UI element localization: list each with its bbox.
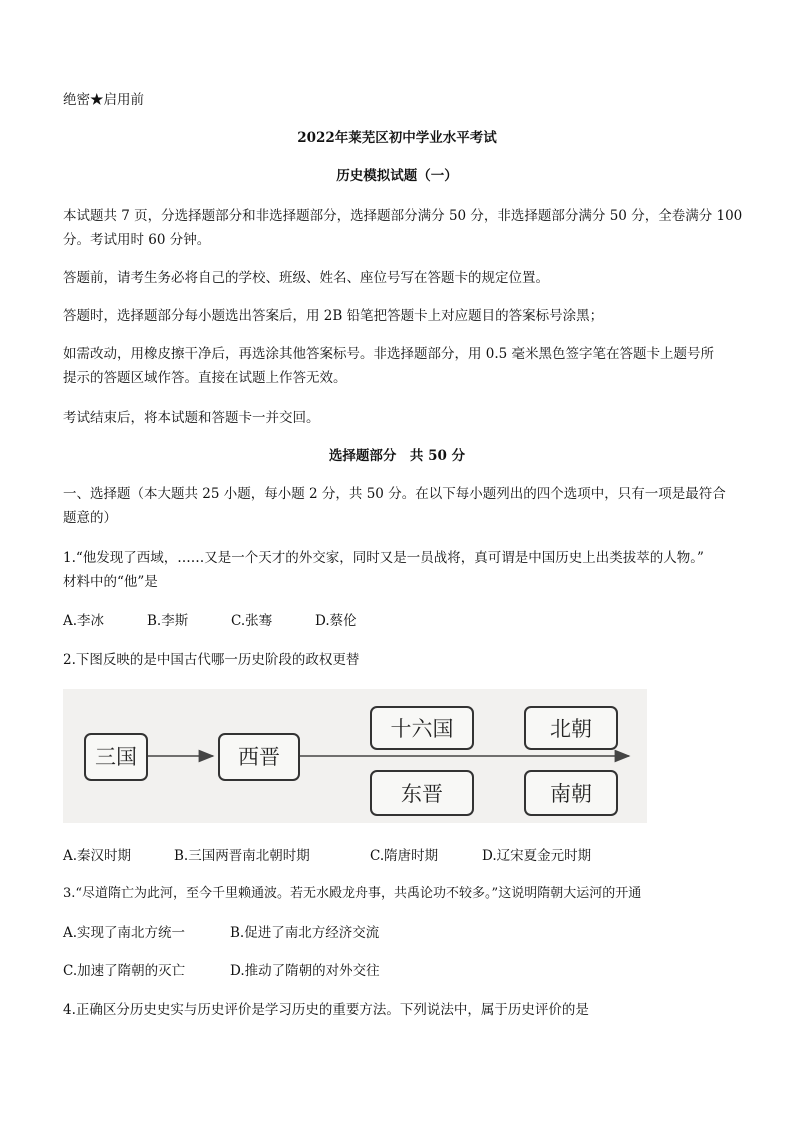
question-2-stem: 2.下图反映的是中国古代哪一历史阶段的政权更替: [63, 652, 360, 668]
node-shiliuguo: 十六国: [390, 717, 454, 741]
instruction-line: 提示的答题区域作答。直接在试题上作答无效。: [63, 370, 347, 386]
section-intro: 题意的）: [63, 510, 117, 526]
question-1-option-b: B.李斯: [147, 613, 189, 629]
node-dongjin: 东晋: [401, 782, 443, 806]
section-intro: 一、选择题（本大题共 25 小题，每小题 2 分，共 50 分。在以下每小题列出的四个选项中，只有一项是最符合: [63, 486, 726, 502]
instruction-line: 答题前，请考生务必将自己的学校、班级、姓名、座位号写在答题卡的规定位置。: [63, 270, 549, 286]
exam-title: 2022年莱芜区初中学业水平考试: [297, 130, 497, 146]
question-2-option-c: C.隋唐时期: [370, 848, 439, 864]
question-2-option-a: A.秦汉时期: [63, 848, 132, 864]
confidential-mark: 绝密★启用前: [63, 92, 144, 108]
node-sanguo: 三国: [95, 745, 137, 769]
instruction-line: 本试题共 7 页，分选择题部分和非选择题部分，选择题部分满分 50 分，非选择题部分满分 50 分，全卷满分 100: [63, 208, 743, 224]
question-3-option-a: A.实现了南北方统一: [63, 925, 186, 941]
question-3-option-d: D.推动了隋朝的对外交往: [230, 963, 380, 979]
question-4-stem: 4.正确区分历史史实与历史评价是学习历史的重要方法。下列说法中，属于历史评价的是: [63, 1002, 589, 1018]
node-beichao: 北朝: [550, 717, 592, 741]
question-3-option-c: C.加速了隋朝的灭亡: [63, 963, 186, 979]
node-xijin: 西晋: [238, 745, 280, 769]
instruction-line: 如需改动，用橡皮擦干净后，再选涂其他答案标号。非选择题部分，用 0.5 毫米黑色签字笔在答题卡上题号所: [63, 346, 715, 362]
question-1-option-c: C.张骞: [231, 613, 273, 629]
question-1-option-d: D.蔡伦: [315, 613, 357, 629]
question-2-option-d: D.辽宋夏金元时期: [482, 848, 592, 864]
node-nanchao: 南朝: [550, 782, 592, 806]
instruction-line: 分。考试用时 60 分钟。: [63, 232, 211, 248]
question-1-stem: 1.“他发现了西域，……又是一个天才的外交家，同时又是一员战将，真可谓是中国历史上出类拔萃的人物。”: [63, 550, 704, 566]
question-2-option-b: B.三国两晋南北朝时期: [174, 848, 310, 864]
instruction-line: 考试结束后，将本试题和答题卡一并交回。: [63, 410, 320, 426]
regime-succession-diagram: [63, 689, 647, 823]
question-3-option-b: B.促进了南北方经济交流: [230, 925, 380, 941]
exam-subtitle: 历史模拟试题（一）: [336, 168, 458, 184]
question-1-stem: 材料中的“他”是: [63, 574, 158, 590]
question-3-stem: 3.“尽道隋亡为此河，至今千里赖通波。若无水殿龙舟事，共禹论功不较多。”这说明隋朝大运河的开通: [63, 886, 642, 901]
question-1-option-a: A.李冰: [63, 613, 105, 629]
instruction-line: 答题时，选择题部分每小题选出答案后，用 2B 铅笔把答题卡上对应题目的答案标号涂黑；: [63, 308, 604, 324]
section-title: 选择题部分 共 50 分: [328, 448, 466, 464]
